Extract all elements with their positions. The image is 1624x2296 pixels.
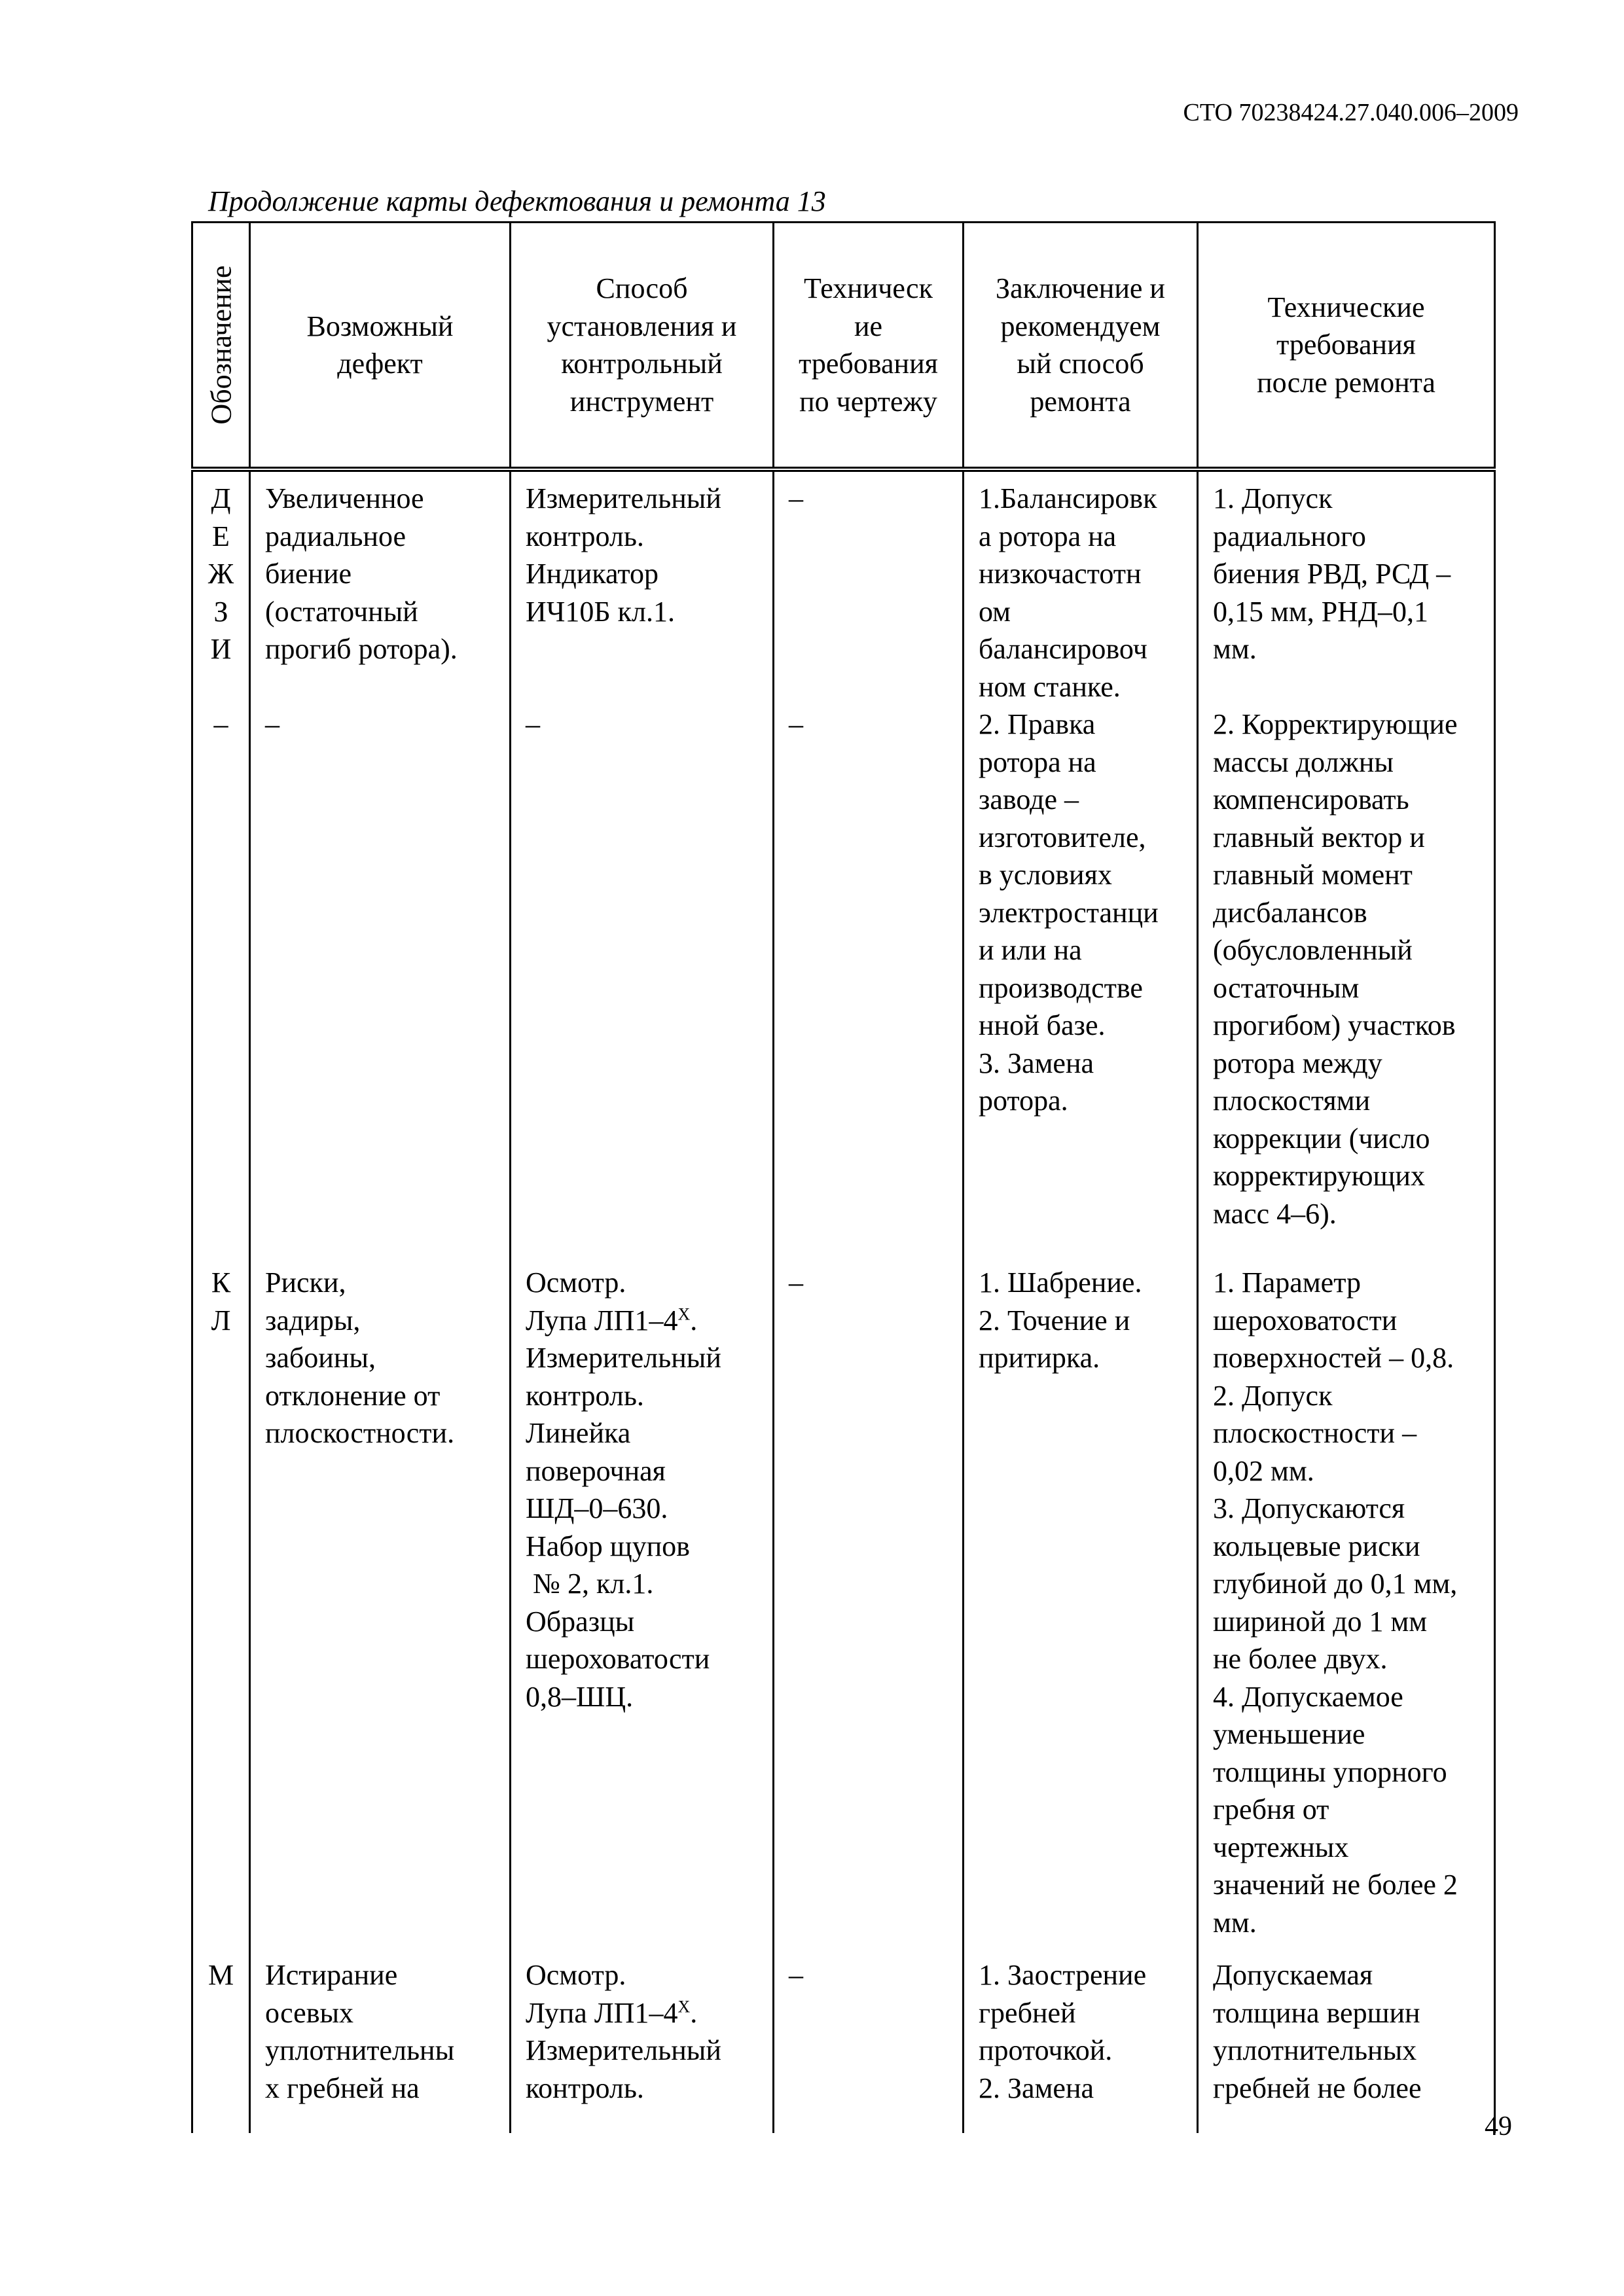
table-caption: Продолжение карты дефектования и ремонта 13 bbox=[208, 185, 826, 217]
header-line: требования bbox=[799, 348, 938, 380]
header-line: ие bbox=[854, 310, 883, 342]
cell-line: 2. Правка bbox=[979, 708, 1096, 740]
cell-line: массы должны bbox=[1213, 745, 1394, 778]
header-line: ый способ bbox=[1017, 348, 1144, 380]
header-line: инструмент bbox=[569, 385, 714, 418]
cell-text: Лупа ЛП1–4 bbox=[526, 1996, 678, 2029]
cell-line: главный момент bbox=[1213, 859, 1413, 891]
cell-line: – bbox=[526, 708, 540, 740]
cell-line: мм. bbox=[1213, 633, 1257, 665]
cell-line: глубиной до 0,1 мм, bbox=[1213, 1568, 1458, 1600]
cell-line: уплотнительны bbox=[265, 2034, 455, 2066]
cell-line: отклонение от bbox=[265, 1379, 441, 1412]
cell-line: К bbox=[211, 1266, 231, 1299]
header-line: контрольный bbox=[561, 348, 723, 380]
cell-line: дисбалансов bbox=[1213, 896, 1367, 929]
cell-line: З bbox=[213, 595, 228, 628]
cell-line: плоскостности. bbox=[265, 1417, 455, 1449]
cell-line: Осмотр. bbox=[526, 1266, 626, 1299]
cell-line: 1.Балансировк bbox=[979, 482, 1157, 514]
cell-line: электростанци bbox=[979, 896, 1159, 929]
cell-line: гребня от bbox=[1213, 1793, 1329, 1825]
cell-line: гребней bbox=[979, 1996, 1076, 2029]
cell-line: – bbox=[213, 708, 228, 740]
cell-line: уплотнительных bbox=[1213, 2034, 1417, 2066]
cell-method bbox=[511, 1256, 774, 1954]
cell-line: прогиб ротора). bbox=[265, 633, 458, 665]
cell-line: шероховатости bbox=[526, 1643, 710, 1675]
cell-method bbox=[511, 1954, 774, 2133]
cell-line: 3. Допускаются bbox=[1213, 1492, 1405, 1524]
cell-line: радиальное bbox=[265, 520, 406, 552]
cell-line: 1. Параметр bbox=[1213, 1266, 1361, 1299]
cell-line: биение bbox=[265, 558, 352, 590]
table-header-row bbox=[192, 223, 1495, 470]
cell-drawing-requirements bbox=[774, 1256, 964, 1954]
cell-line: (обусловленный bbox=[1213, 934, 1413, 966]
cell-after-repair bbox=[1198, 469, 1495, 1256]
cell-after-repair bbox=[1198, 1954, 1495, 2133]
cell-line: Лупа $ЛП1-4^Х$. bbox=[526, 1304, 698, 1336]
header-line: Способ bbox=[596, 272, 688, 304]
cell-line: шероховатости bbox=[1213, 1304, 1398, 1336]
document-code: СТО 70238424.27.040.006–2009 bbox=[1183, 99, 1519, 126]
header-detection-method bbox=[511, 223, 774, 470]
cell-line: 2. Допуск bbox=[1213, 1379, 1333, 1412]
cell-line: Линейка bbox=[526, 1417, 631, 1449]
superscript: Х bbox=[677, 1996, 691, 2016]
cell-line: прогибом) участков bbox=[1213, 1009, 1456, 1041]
cell-line: проточкой. bbox=[979, 2034, 1113, 2066]
cell-line: 2. Замена bbox=[979, 2072, 1094, 2104]
table-row bbox=[192, 1954, 1495, 2133]
cell-line: 1. Заострение bbox=[979, 1959, 1147, 1991]
header-possible-defect bbox=[250, 223, 511, 470]
cell-line: (остаточный bbox=[265, 595, 418, 628]
cell-line: Индикатор bbox=[526, 558, 659, 590]
cell-line: Образцы bbox=[526, 1605, 635, 1638]
cell-repair-method bbox=[964, 1954, 1198, 2133]
cell-line: Л bbox=[211, 1304, 231, 1336]
cell-line: коррекции (число bbox=[1213, 1122, 1430, 1155]
page-number: 49 bbox=[1485, 2111, 1512, 2142]
cell-line: Измерительный bbox=[526, 1342, 721, 1374]
cell-line: толщина вершин bbox=[1213, 1996, 1420, 2029]
cell-line: – bbox=[789, 482, 803, 514]
cell-line: радиального bbox=[1213, 520, 1366, 552]
cell-method bbox=[511, 469, 774, 1256]
cell-line: Допускаемая bbox=[1213, 1959, 1373, 1991]
cell-line: значений не более 2 bbox=[1213, 1869, 1458, 1901]
cell-line: Измерительный bbox=[526, 482, 721, 514]
header-line: Возможный bbox=[306, 310, 454, 342]
cell-line: притирка. bbox=[979, 1342, 1100, 1374]
header-conclusion-repair bbox=[964, 223, 1198, 470]
cell-line: плоскостями bbox=[1213, 1085, 1371, 1117]
cell-line: чертежных bbox=[1213, 1831, 1349, 1863]
cell-designation bbox=[192, 1256, 250, 1954]
cell-designation bbox=[192, 1954, 250, 2133]
cell-line: забоины, bbox=[265, 1342, 376, 1374]
cell-line: низкочастотн bbox=[979, 558, 1142, 590]
cell-line: 1. Допуск bbox=[1213, 482, 1333, 514]
cell-line: Измерительный bbox=[526, 2034, 721, 2066]
header-line: установления и bbox=[547, 310, 737, 342]
cell-line: биения РВД, РСД – bbox=[1213, 558, 1451, 590]
cell-defect bbox=[250, 469, 511, 1256]
header-line: Технические bbox=[1267, 291, 1425, 323]
cell-line: 2. Корректирующие bbox=[1213, 708, 1458, 740]
cell-line: не более двух. bbox=[1213, 1643, 1388, 1675]
cell-line: И bbox=[210, 633, 232, 665]
header-line: Техническ bbox=[804, 272, 933, 304]
cell-line: ШД–0–630. bbox=[526, 1492, 668, 1524]
cell-line: М bbox=[208, 1959, 234, 1991]
cell-line: балансировоч bbox=[979, 633, 1147, 665]
cell-line: Лупа $ЛП1-4^Х$. bbox=[526, 1996, 698, 2029]
cell-line: ротора. bbox=[979, 1085, 1068, 1117]
cell-line: 0,02 мм. bbox=[1213, 1454, 1314, 1487]
cell-line: 0,15 мм, РНД–0,1 bbox=[1213, 595, 1428, 628]
cell-drawing-requirements bbox=[774, 469, 964, 1256]
cell-line: в условиях bbox=[979, 859, 1112, 891]
cell-line: шириной до 1 мм bbox=[1213, 1605, 1428, 1638]
cell-line: главный вектор и bbox=[1213, 821, 1425, 853]
header-drawing-requirements bbox=[774, 223, 964, 470]
cell-line: Набор щупов bbox=[526, 1530, 690, 1562]
cell-line: Д bbox=[211, 482, 231, 514]
cell-line: 3. Замена bbox=[979, 1047, 1094, 1079]
cell-line: 0,8–ШЦ. bbox=[526, 1680, 634, 1713]
cell-line: Риски, bbox=[265, 1266, 346, 1299]
cell-line: ом bbox=[979, 595, 1011, 628]
cell-line: мм. bbox=[1213, 1906, 1257, 1939]
cell-line: компенсировать bbox=[1213, 783, 1409, 816]
cell-line: 4. Допускаемое bbox=[1213, 1680, 1403, 1713]
cell-line: толщины упорного bbox=[1213, 1755, 1447, 1788]
cell-line: а ротора на bbox=[979, 520, 1117, 552]
cell-line: ротора между bbox=[1213, 1047, 1382, 1079]
cell-defect bbox=[250, 1954, 511, 2133]
cell-line: – bbox=[789, 1959, 803, 1991]
cell-line: Увеличенное bbox=[265, 482, 424, 514]
cell-line: 1. Шабрение. bbox=[979, 1266, 1142, 1299]
cell-drawing-requirements bbox=[774, 1954, 964, 2133]
cell-line: Осмотр. bbox=[526, 1959, 626, 1991]
cell-line: производстве bbox=[979, 971, 1143, 1004]
header-after-repair-requirements bbox=[1198, 223, 1495, 470]
cell-line: плоскостности – bbox=[1213, 1417, 1417, 1449]
cell-line: изготовителе, bbox=[979, 821, 1146, 853]
cell-line: контроль. bbox=[526, 2072, 644, 2104]
cell-line: кольцевые риски bbox=[1213, 1530, 1420, 1562]
cell-line: – bbox=[265, 708, 280, 740]
cell-repair-method bbox=[964, 1256, 1198, 1954]
header-designation bbox=[192, 223, 250, 470]
cell-line: осевых bbox=[265, 1996, 354, 2029]
defect-repair-table bbox=[191, 221, 1494, 2133]
cell-line: контроль. bbox=[526, 520, 644, 552]
cell-line: х гребней на bbox=[265, 2072, 420, 2104]
header-line: рекомендуем bbox=[1000, 310, 1161, 342]
cell-line: Истирание bbox=[265, 1959, 398, 1991]
cell-line: 2. Точение и bbox=[979, 1304, 1130, 1336]
header-line: ремонта bbox=[1030, 385, 1131, 418]
cell-line: уменьшение bbox=[1213, 1718, 1365, 1750]
header-line: Заключение и bbox=[996, 272, 1165, 304]
cell-line: контроль. bbox=[526, 1379, 644, 1412]
cell-line: задиры, bbox=[265, 1304, 361, 1336]
cell-line: ном станке. bbox=[979, 670, 1121, 703]
cell-line: гребней не более bbox=[1213, 2072, 1422, 2104]
cell-line: Ж bbox=[208, 558, 234, 590]
cell-line: – bbox=[789, 708, 803, 740]
header-line: требования bbox=[1276, 329, 1416, 361]
cell-line: Е bbox=[212, 520, 230, 552]
cell-line: остаточным bbox=[1213, 971, 1360, 1004]
cell-defect bbox=[250, 1256, 511, 1954]
header-line: дефект bbox=[337, 348, 423, 380]
cell-line: ротора на bbox=[979, 745, 1096, 778]
cell-line: № 2, кл.1. bbox=[526, 1568, 654, 1600]
cell-designation bbox=[192, 469, 250, 1256]
cell-line: ИЧ10Б кл.1. bbox=[526, 595, 675, 628]
cell-repair-method bbox=[964, 469, 1198, 1256]
header-line: после ремонта bbox=[1257, 366, 1435, 399]
cell-line: заводе – bbox=[979, 783, 1079, 816]
table-row bbox=[192, 1256, 1495, 1954]
cell-line: и или на bbox=[979, 934, 1082, 966]
cell-line: нной базе. bbox=[979, 1009, 1106, 1041]
cell-line: поверхностей – 0,8. bbox=[1213, 1342, 1454, 1374]
cell-line: – bbox=[789, 1266, 803, 1299]
superscript: Х bbox=[677, 1304, 691, 1323]
table-row bbox=[192, 469, 1495, 1256]
cell-line: поверочная bbox=[526, 1454, 666, 1487]
cell-line: масс 4–6). bbox=[1213, 1197, 1337, 1230]
header-line: по чертежу bbox=[799, 385, 937, 418]
header-designation-label: Обозначение bbox=[204, 265, 237, 425]
cell-after-repair bbox=[1198, 1256, 1495, 1954]
cell-line: корректирующих bbox=[1213, 1160, 1425, 1192]
cell-text: Лупа ЛП1–4 bbox=[526, 1304, 678, 1336]
